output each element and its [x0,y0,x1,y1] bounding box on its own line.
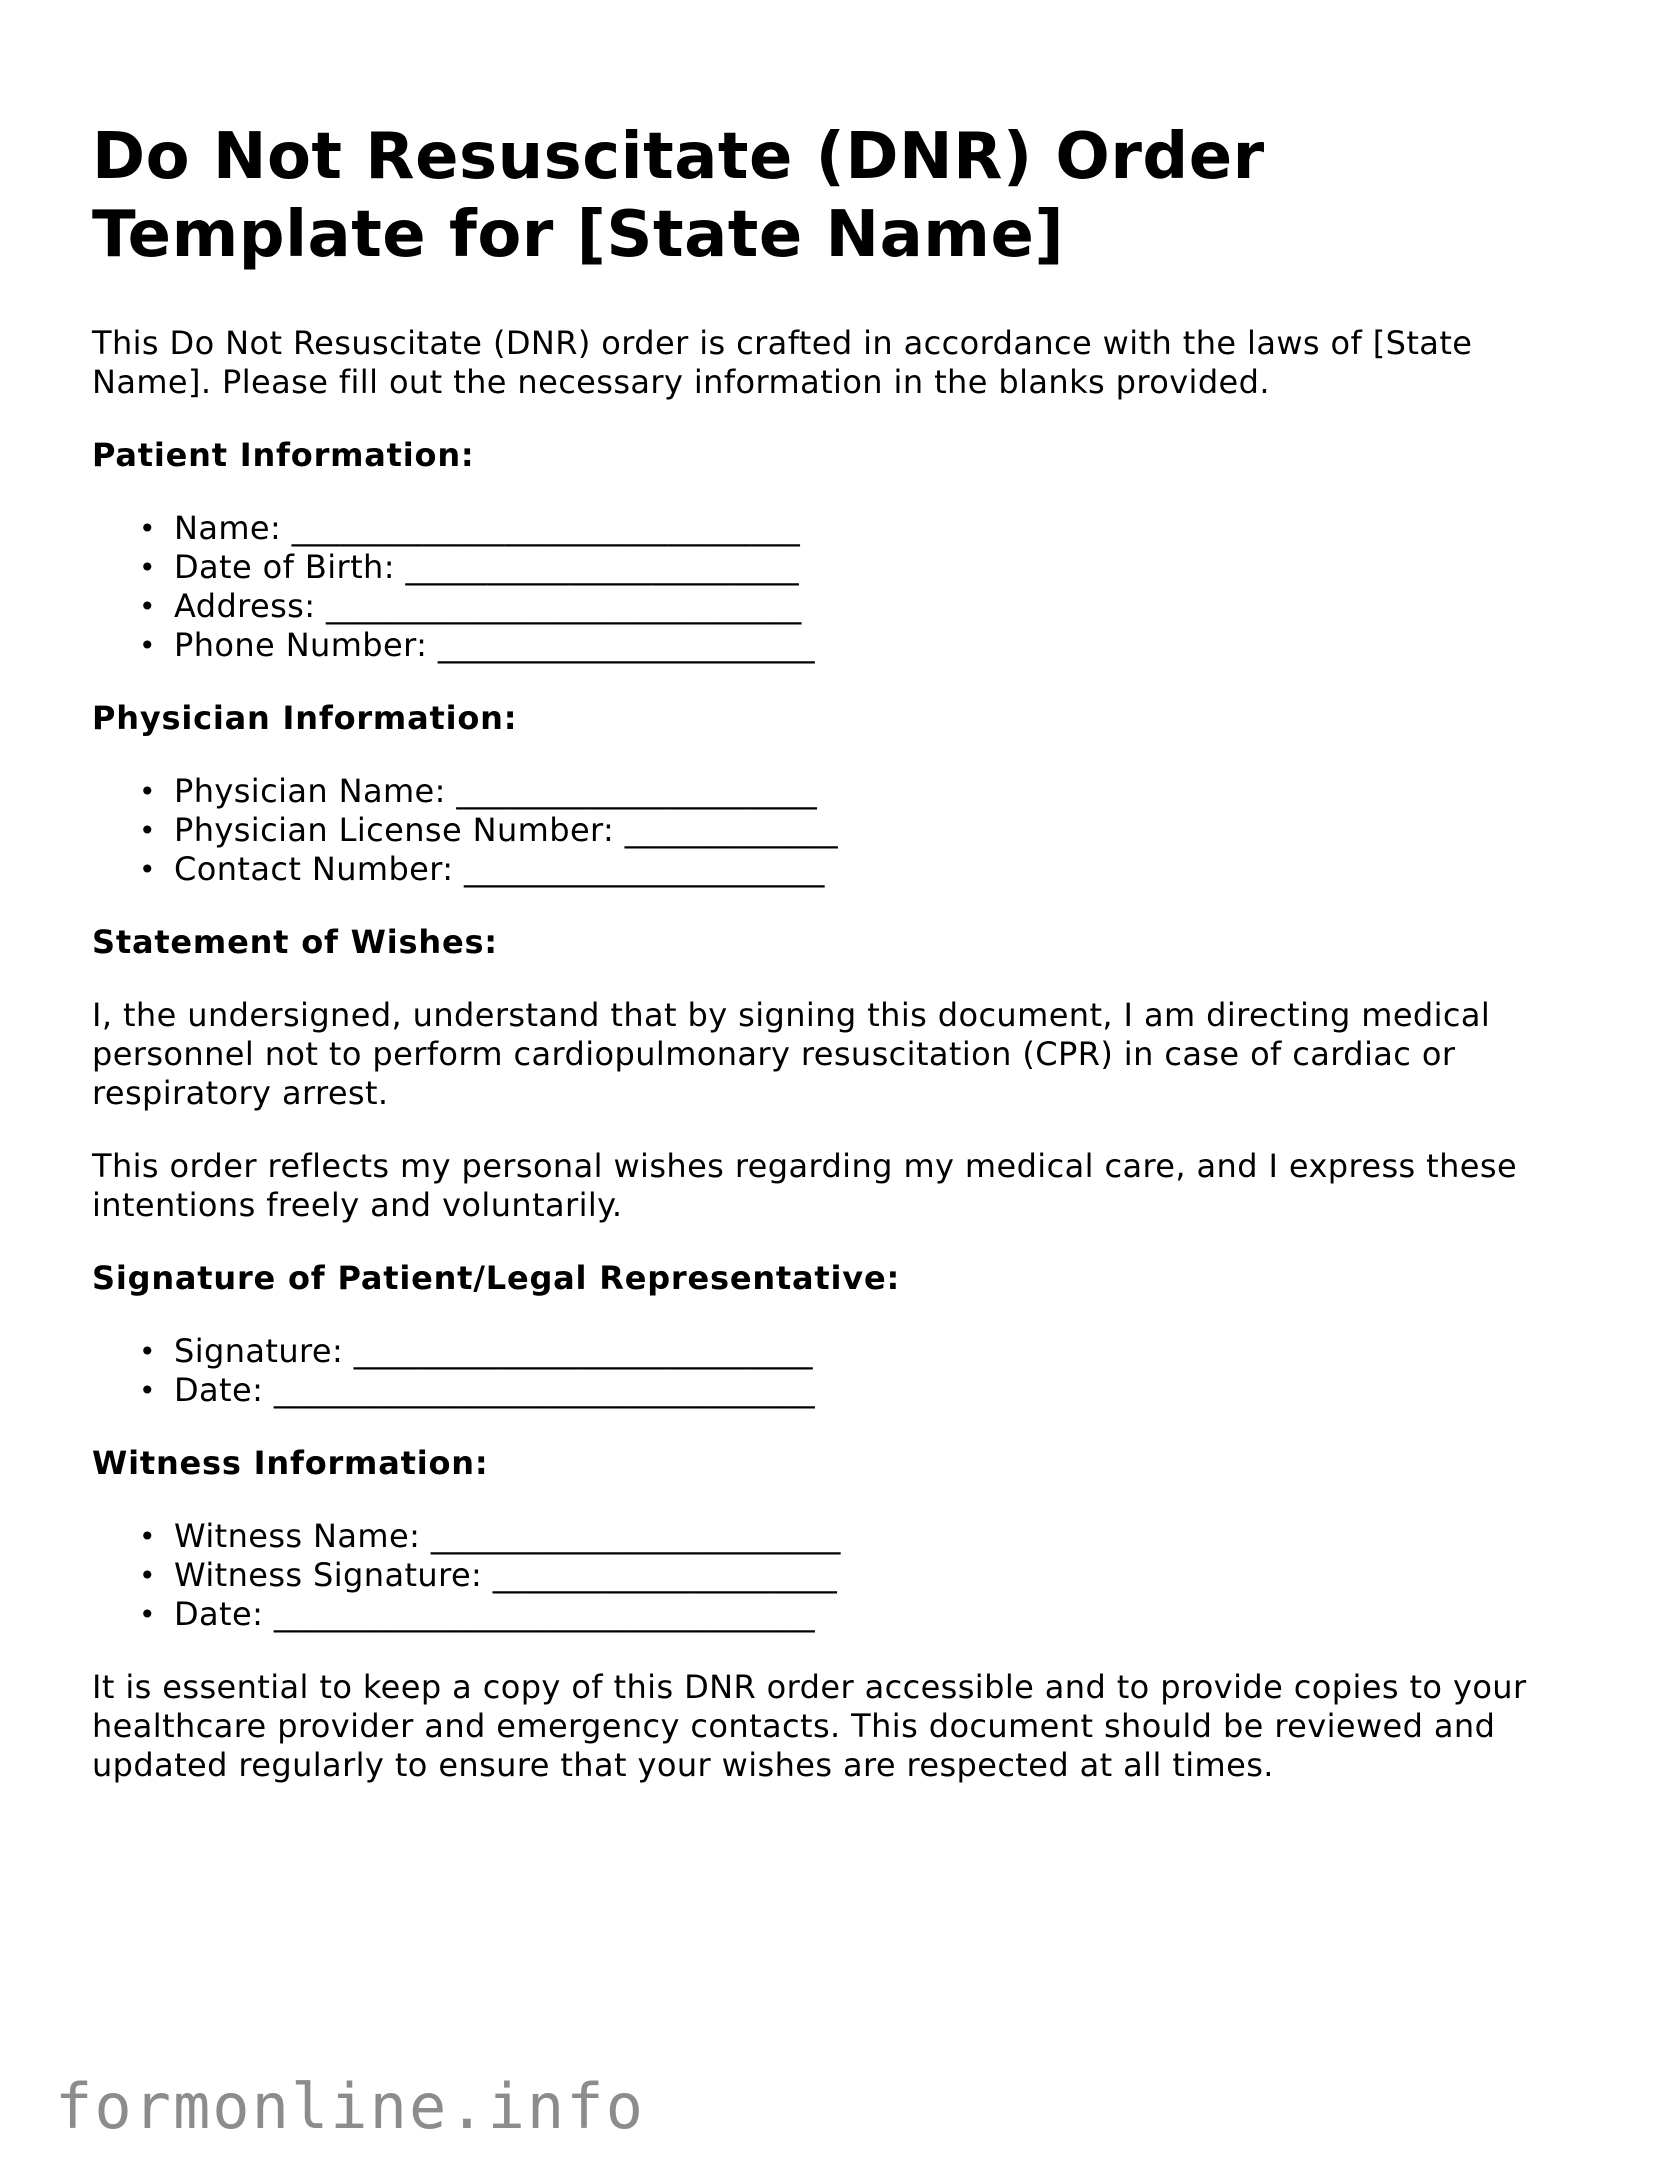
field-text: Date: _________________________________ [174,1371,816,1409]
field-text: Physician Name: ______________________ [174,772,818,810]
patient-heading: Patient Information: [92,436,475,474]
patient-fields-list [92,509,1592,665]
bullet-icon: • [139,1335,156,1368]
patient-name-field [92,509,1592,548]
wishes-paragraph-2: This order reflects my personal wishes regarding my medical care, and I express these intentions freely and voluntarily. [92,1147,1518,1224]
signature-date-field [92,1371,1592,1410]
field-text: Phone Number: _______________________ [174,626,816,664]
witness-date-field [92,1595,1592,1634]
watermark: formonline.info [55,2070,645,2143]
witness-fields-list [92,1517,1592,1634]
signature-fields-list [92,1332,1592,1410]
field-text: Name: _______________________________ [174,509,801,547]
physician-contact-field [92,850,1592,889]
bullet-icon: • [139,512,156,545]
field-text: Date: _________________________________ [174,1595,816,1633]
bullet-icon: • [139,551,156,584]
bullet-icon: • [139,814,156,847]
witness-signature-field [92,1556,1592,1595]
field-text: Witness Signature: _____________________ [174,1556,838,1594]
bullet-icon: • [139,629,156,662]
bullet-icon: • [139,1520,156,1553]
physician-license-field [92,811,1592,850]
wishes-heading: Statement of Wishes: [92,923,498,961]
field-text: Signature: ____________________________ [174,1332,813,1370]
field-text: Witness Name: _________________________ [174,1517,841,1555]
wishes-paragraph-1: I, the undersigned, understand that by signing this document, I am directing medical personnel not to perform cardiopulmonary resuscitation (CPR) in case of cardiac or respiratory arrest. [92,996,1491,1112]
bullet-icon: • [139,590,156,623]
bullet-icon: • [139,1374,156,1407]
bullet-icon: • [139,853,156,886]
document [92,118,1592,1819]
field-text: Address: _____________________________ [174,587,802,625]
physician-fields-list [92,772,1592,889]
field-text: Physician License Number: _____________ [174,811,838,849]
bullet-icon: • [139,1559,156,1592]
witness-name-field [92,1517,1592,1556]
patient-dob-field [92,548,1592,587]
physician-name-field [92,772,1592,811]
patient-phone-field [92,626,1592,665]
document-title: Do Not Resuscitate (DNR) Order Template for [State Name] [92,120,1265,272]
field-text: Contact Number: ______________________ [174,850,825,888]
closing-paragraph: It is essential to keep a copy of this DNR order accessible and to provide copies to your healthcare provider and emergency contacts. This document should be reviewed and updated regularly to ensure that your wishes are respected at all times. [92,1668,1527,1784]
signature-field [92,1332,1592,1371]
bullet-icon: • [139,1598,156,1631]
bullet-icon: • [139,775,156,808]
signature-heading: Signature of Patient/Legal Representative: [92,1259,901,1297]
patient-address-field [92,587,1592,626]
field-text: Date of Birth: ________________________ [174,548,800,586]
witness-heading: Witness Information: [92,1444,489,1482]
physician-heading: Physician Information: [92,699,518,737]
intro-paragraph: This Do Not Resuscitate (DNR) order is crafted in accordance with the laws of [State Name]. Please fill out the necessary information in the blanks provided. [92,324,1473,401]
